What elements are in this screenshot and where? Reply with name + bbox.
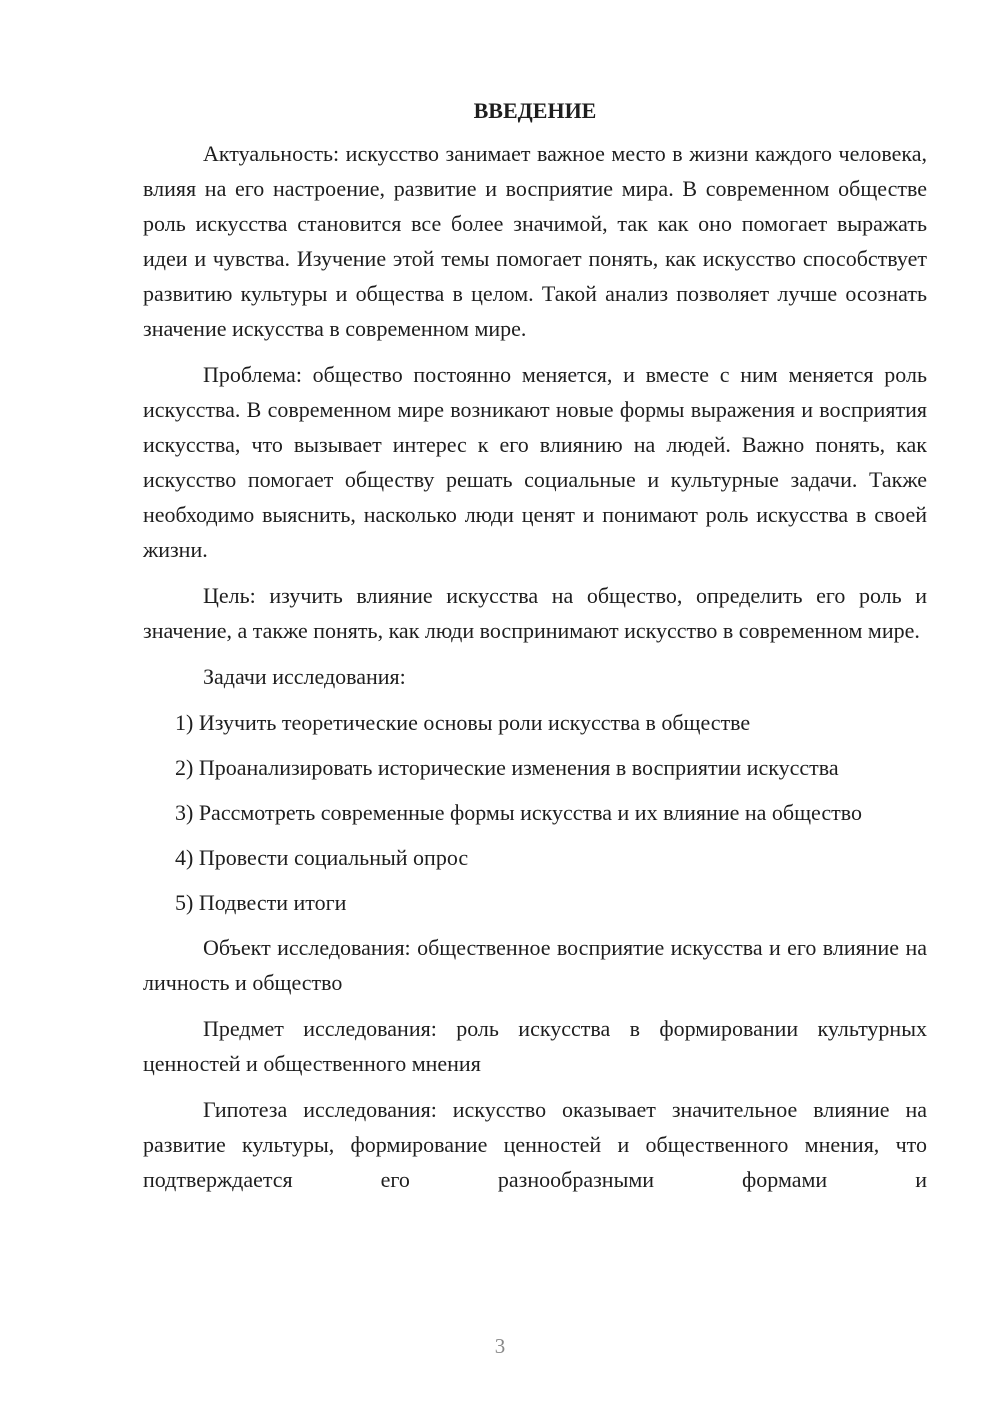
paragraph-relevance: Актуальность: искусство занимает важное место в жизни каждого человека, влияя на его настроение, развитие и восприятие мира. В современном обществе роль искусства становится все более значимой, так как оно помогает выражать идеи и чувства. Изучение этой темы помогает понять, как искусство способствует развитию культуры и общества в целом. Такой анализ позволяет лучше осознать значение искусства в современном мире.: [143, 141, 927, 341]
document-page: [143, 96, 927, 1208]
task-item: 3) Рассмотреть современные формы искусства и их влияние на общество: [175, 800, 862, 825]
page-number: 3: [494, 1334, 506, 1358]
tasks-heading: Задачи исследования:: [203, 664, 406, 689]
paragraph-hypothesis: Гипотеза исследования: искусство оказывает значительное влияние на развитие культуры, формирование ценностей и общественного мнения, что подтверждается его разнообразными формами и: [143, 1097, 927, 1192]
task-item: 1) Изучить теоретические основы роли искусства в обществе: [175, 710, 751, 735]
task-item: 4) Провести социальный опрос: [175, 845, 469, 870]
paragraph-subject: Предмет исследования: роль искусства в формировании культурных ценностей и общественного мнения: [143, 1016, 927, 1076]
task-item: 5) Подвести итоги: [175, 890, 347, 915]
paragraph-goal: Цель: изучить влияние искусства на общество, определить его роль и значение, а также понять, как люди воспринимают искусство в современном мире.: [143, 583, 927, 643]
task-item: 2) Проанализировать исторические изменения в восприятии искусства: [175, 755, 839, 780]
paragraph-object: Объект исследования: общественное восприятие искусства и его влияние на личность и общество: [143, 935, 927, 995]
paragraph-problem: Проблема: общество постоянно меняется, и вместе с ним меняется роль искусства. В современном мире возникают новые формы выражения и восприятия искусства, что вызывает интерес к его влиянию на людей. Важно понять, как искусство помогает обществу решать социальные и культурные задачи. Также необходимо выяснить, насколько люди ценят и понимают роль искусства в своей жизни.: [143, 362, 927, 562]
document-title: ВВЕДЕНИЕ: [473, 98, 597, 123]
